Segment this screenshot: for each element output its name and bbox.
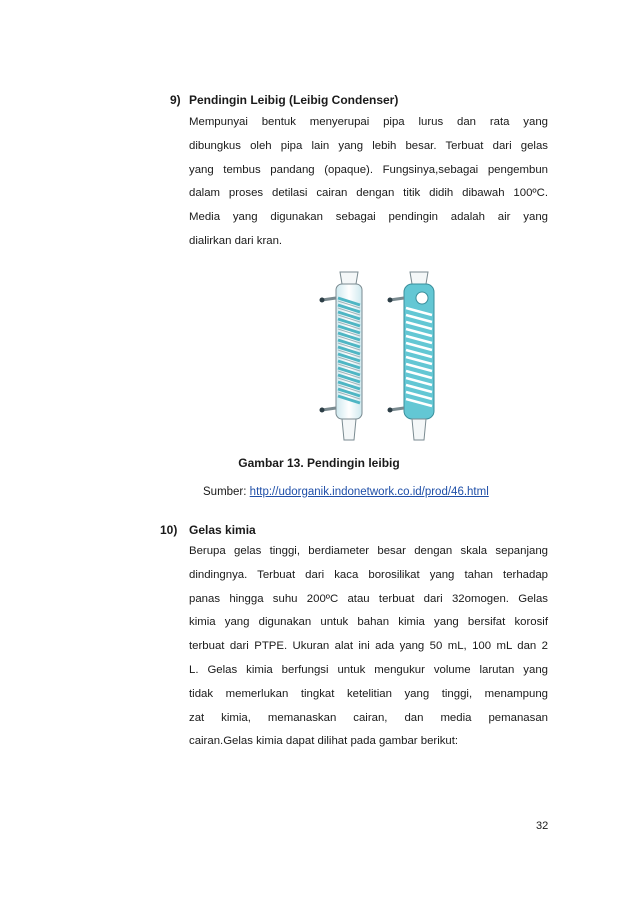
section-9-paragraph	[189, 111, 548, 254]
condenser-left	[320, 272, 363, 440]
section-9-title: Pendingin Leibig (Leibig Condenser)	[189, 93, 399, 107]
page-number: 32	[536, 820, 549, 832]
paragraph-line: Berupa gelas tinggi, berdiameter besar dengan skala sepanjang	[189, 545, 548, 557]
condenser-right	[388, 272, 435, 440]
section-10-number: 10)	[160, 523, 178, 537]
paragraph-line: Mempunyai bentuk menyerupai pipa lurus dan rata yang	[189, 116, 548, 128]
paragraph-line: zat kimia, memanaskan cairan, dan media pemanasan	[189, 711, 548, 724]
paragraph-line: dalam proses detilasi cairan dengan titik didih dibawah 100ºC.	[189, 187, 548, 200]
source-label: Sumber:	[203, 486, 247, 498]
paragraph-line: dialirkan dari kran.	[189, 234, 283, 247]
figure-caption-text: Pendingin leibig	[307, 456, 400, 470]
source-link[interactable]: http://udorganik.indonetwork.co.id/prod/46.html	[249, 486, 489, 498]
figure-caption-label: Gambar 13.	[238, 456, 304, 470]
figure-caption	[0, 456, 638, 470]
leibig-condenser-figure	[300, 268, 440, 448]
paragraph-line: tidak memerlukan tingkat ketelitian yang tinggi, menampung	[189, 687, 548, 700]
section-10-paragraph	[189, 540, 548, 754]
paragraph-line: kimia yang digunakan untuk bahan kimia yang bersifat korosif	[189, 616, 548, 629]
paragraph-line: panas hingga suhu 200ºC atau terbuat dari 32omogen. Gelas	[189, 592, 548, 605]
figure-source	[203, 486, 489, 498]
paragraph-line: Media yang digunakan sebagai pendingin adalah air yang	[189, 211, 548, 224]
paragraph-line: yang tembus pandang (opaque). Fungsinya,sebagai pengembun	[189, 163, 548, 176]
paragraph-line: dindingnya. Terbuat dari kaca borosilikat yang tahan terhadap	[189, 568, 548, 581]
section-9-number: 9)	[170, 93, 181, 107]
paragraph-line: dibungkus oleh pipa lain yang lebih besar. Terbuat dari gelas	[189, 139, 548, 152]
paragraph-line: cairan.Gelas kimia dapat dilihat pada gambar berikut:	[189, 735, 459, 748]
paragraph-line: L. Gelas kimia berfungsi untuk mengukur volume larutan yang	[189, 663, 548, 676]
section-10-title: Gelas kimia	[189, 523, 256, 537]
paragraph-line: terbuat dari PTPE. Ukuran alat ini ada yang 50 mL, 100 mL dan 2	[189, 640, 548, 653]
